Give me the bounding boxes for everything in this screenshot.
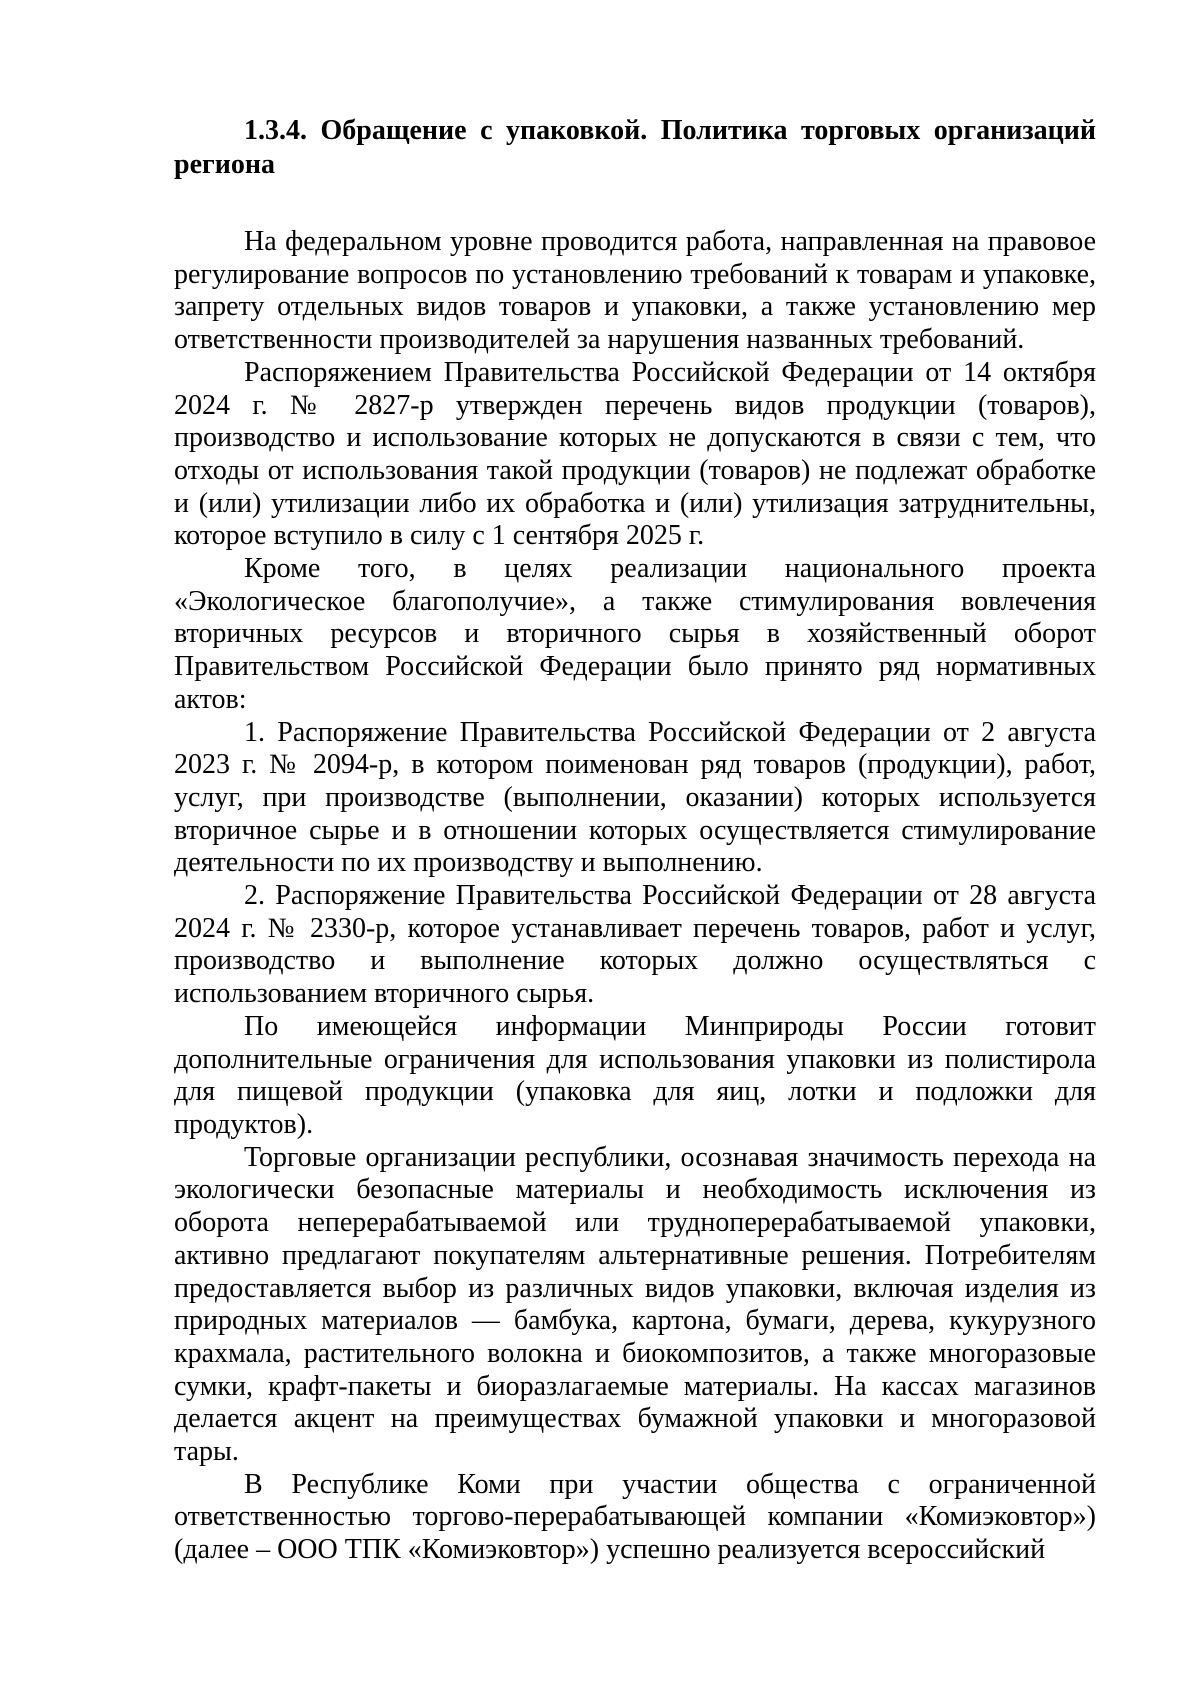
paragraph-komi-republic: В Республике Коми при участии общества с ограниченной ответственностью торгово-перерабатывающей компании «Комиэковтор») (далее – ООО ТПК «Комиэковтор») успешно реализуется всероссийский bbox=[174, 1468, 1096, 1566]
paragraph-federal-regulation: На федеральном уровне проводится работа, направленная на правовое регулирование вопросов по установлению требований к товарам и упаковке, запрету отдельных видов товаров и упаковки, а также установлению мер ответственности производителей за нарушения названных требований. bbox=[174, 226, 1096, 356]
paragraph-decree-2094: 1. Распоряжение Правительства Российской Федерации от 2 августа 2023 г. № 2094-р, в котором поименован ряд товаров (продукции), работ, услуг, при производстве (выполнении, оказании) которых используется вторичное сырье и в отношении которых осуществляется стимулирование деятельности по их производству и выполнению. bbox=[174, 716, 1096, 879]
paragraph-polystyrene-restrictions: По имеющейся информации Минприроды России готовит дополнительные ограничения для использования упаковки из полистирола для пищевой продукции (упаковка для яиц, лотки и подложки для продуктов). bbox=[174, 1010, 1096, 1140]
document-body bbox=[174, 114, 1096, 1567]
paragraph-national-project: Кроме того, в целях реализации национального проекта «Экологическое благополучие», а также стимулирования вовлечения вторичных ресурсов и вторичного сырья в хозяйственный оборот Правительством Российской Федерации было принято ряд нормативных актов: bbox=[174, 553, 1096, 715]
section-heading: 1.3.4. Обращение с упаковкой. Политика торговых организаций региона bbox=[174, 115, 1096, 180]
paragraph-trade-organizations: Торговые организации республики, осознавая значимость перехода на экологически безопасные материалы и необходимость исключения из оборота неперерабатываемой или трудноперерабатываемой упаковки, активно предлагают покупателям альтернативные решения. Потребителям предоставляется выбор из различных видов упаковки, включая изделия из природных материалов — бамбука, картона, бумаги, дерева, кукурузного крахмала, растительного волокна и биокомпозитов, а также многоразовые сумки, крафт-пакеты и биоразлагаемые материалы. На кассах магазинов делается акцент на преимуществах бумажной упаковки и многоразовой тары. bbox=[174, 1141, 1096, 1468]
paragraph-decree-2827: Распоряжением Правительства Российской Федерации от 14 октября 2024 г. № 2827-р утвержден перечень видов продукции (товаров), производство и использование которых не допускаются в связи с тем, что отходы от использования такой продукции (товаров) не подлежат обработке и (или) утилизации либо их обработка и (или) утилизация затруднительны, которое вступило в силу с 1 сентября 2025 г. bbox=[174, 356, 1096, 552]
paragraph-decree-2330: 2. Распоряжение Правительства Российской Федерации от 28 августа 2024 г. № 2330-р, которое устанавливает перечень товаров, работ и услуг, производство и выполнение которых должно осуществляться с использованием вторичного сырья. bbox=[174, 880, 1096, 1010]
